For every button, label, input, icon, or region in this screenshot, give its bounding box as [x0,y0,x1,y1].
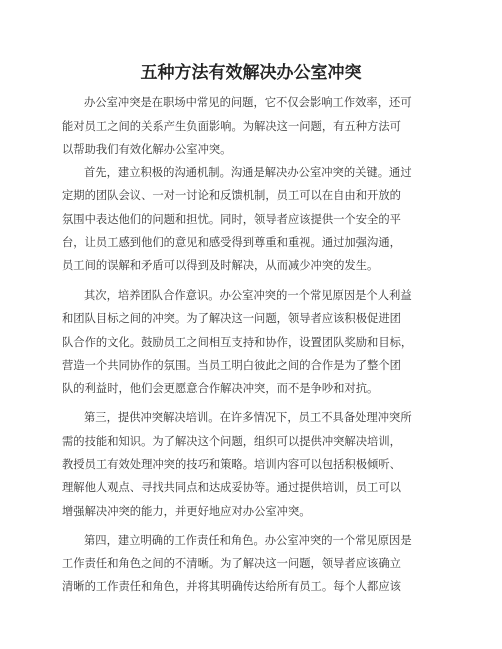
text-line: 理解他人观点、寻找共同点和达成妥协等。通过提供培训，员工可以 [62,481,401,494]
text-line: 增强解决冲突的能力，并更好地应对办公室冲突。 [62,505,311,518]
text-line: 队合作的文化。鼓励员工之间相互支持和协作，设置团队奖励和目标， [62,336,413,349]
text-line: 以帮助我们有效化解办公室冲突。 [62,143,232,156]
text-line: 营造一个共同协作的氛围。当员工明白彼此之间的合作是为了整个团 [62,359,401,372]
document-title: 五种方法有效解决办公室冲突 [140,63,362,83]
text-line: 其次，培养团队合作意识。办公室冲突的一个常见原因是个人利益 [84,289,412,302]
text-line: 第四，建立明确的工作责任和角色。办公室冲突的一个常见原因是 [84,534,412,547]
text-line: 需的技能和知识。为了解决这个问题，组织可以提供冲突解决培训， [62,435,401,448]
text-line: 清晰的工作责任和角色，并将其明确传达给所有员工。每个人都应该 [62,580,401,593]
text-line: 和团队目标之间的冲突。为了解决这一问题，领导者应该积极促进团 [62,312,401,325]
text-line: 能对员工之间的关系产生负面影响。为解决这一问题，有五种方法可 [62,120,401,133]
text-line: 教授员工有效处理冲突的技巧和策略。培训内容可以包括积极倾听、 [62,458,401,471]
text-line: 定期的团队会议、一对一讨论和反馈机制，员工可以在自由和开放的 [62,189,401,202]
text-line: 第三，提供冲突解决培训。在许多情况下，员工不具备处理冲突所 [84,411,412,424]
text-line: 台，让员工感到他们的意见和感受得到尊重和重视。通过加强沟通， [62,236,401,249]
text-line: 首先，建立积极的沟通机制。沟通是解决办公室冲突的关键。通过 [84,166,412,179]
text-line: 办公室冲突是在职场中常见的问题，它不仅会影响工作效率，还可 [84,96,412,109]
text-line: 工作责任和角色之间的不清晰。为了解决这一问题，领导者应该确立 [62,557,401,570]
text-line: 氛围中表达他们的问题和担忧。同时，领导者应该提供一个安全的平 [62,213,401,226]
text-line: 队的利益时，他们会更愿意合作解决冲突，而不是争吵和对抗。 [62,382,379,395]
text-line: 员工间的误解和矛盾可以得到及时解决，从而减少冲突的发生。 [62,259,379,272]
